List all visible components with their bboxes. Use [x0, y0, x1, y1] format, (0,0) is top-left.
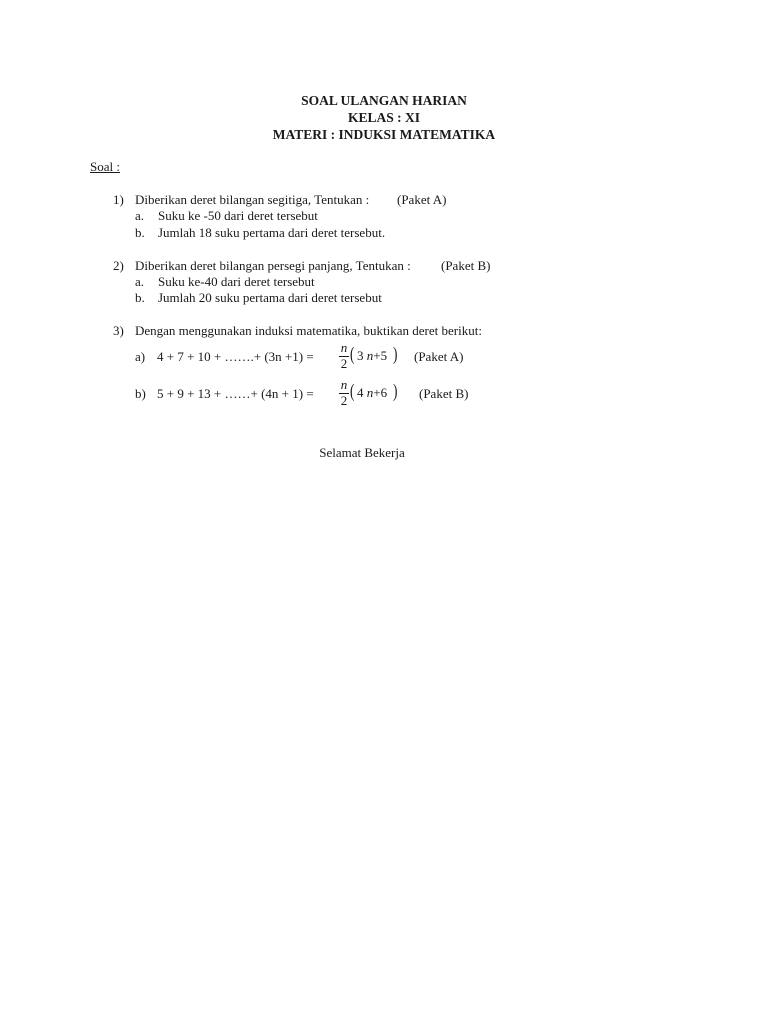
open-paren: (: [349, 381, 355, 402]
question-1-text: Diberikan deret bilangan segitiga, Tentukan :: [135, 192, 370, 207]
question-2a-text: Suku ke-40 dari deret tersebut: [158, 274, 315, 289]
fraction-numerator: n: [340, 377, 348, 392]
question-1-paket: (Paket A): [397, 192, 447, 207]
fraction-numerator: n: [340, 340, 348, 355]
variable: n: [366, 385, 374, 400]
fraction-denominator: 2: [340, 393, 348, 408]
question-1a-text: Suku ke -50 dari deret tersebut: [158, 208, 318, 223]
close-paren: ): [392, 344, 398, 365]
question-2-text: Diberikan deret bilangan persegi panjang, Tentukan :: [135, 258, 411, 273]
question-2b-text: Jumlah 20 suku pertama dari deret tersebut: [158, 290, 382, 305]
question-1-number: 1): [113, 192, 124, 207]
coefficient: 4: [357, 385, 364, 400]
question-3a-paren-content: [357, 348, 387, 364]
closing-text: Selamat Bekerja: [319, 445, 405, 460]
question-3a-letter: a): [135, 349, 146, 364]
question-1b-letter: b.: [135, 225, 145, 240]
open-paren: (: [349, 344, 355, 365]
constant: +6: [373, 385, 388, 400]
coefficient: 3: [357, 348, 364, 363]
subject-label: MATERI : INDUKSI MATEMATIKA: [272, 127, 496, 142]
question-3-number: 3): [113, 323, 124, 338]
soal-label: Soal :: [90, 159, 120, 174]
question-1b-text: Jumlah 18 suku pertama dari deret tersebut.: [158, 225, 386, 240]
constant: +5: [373, 348, 388, 363]
document-title: SOAL ULANGAN HARIAN: [301, 93, 467, 108]
close-paren: ): [392, 381, 398, 402]
question-3a-lhs: 4 + 7 + 10 + …….+ (3n +1) =: [157, 349, 314, 364]
class-label: KELAS : XI: [347, 110, 420, 125]
question-3b-paren-content: [357, 385, 387, 401]
question-3-text: Dengan menggunakan induksi matematika, buktikan deret berikut:: [135, 323, 482, 338]
question-3b-paket: (Paket B): [419, 386, 469, 401]
fraction-denominator: 2: [340, 356, 348, 371]
question-2b-letter: b.: [135, 290, 145, 305]
question-1a-letter: a.: [135, 208, 145, 223]
question-3a-paket: (Paket A): [414, 349, 464, 364]
question-3b-letter: b): [135, 386, 146, 401]
question-2-paket: (Paket B): [441, 258, 491, 273]
question-3b-lhs: 5 + 9 + 13 + ……+ (4n + 1) =: [157, 386, 314, 401]
question-2a-letter: a.: [135, 274, 145, 289]
question-2-number: 2): [113, 258, 124, 273]
variable: n: [366, 348, 374, 363]
